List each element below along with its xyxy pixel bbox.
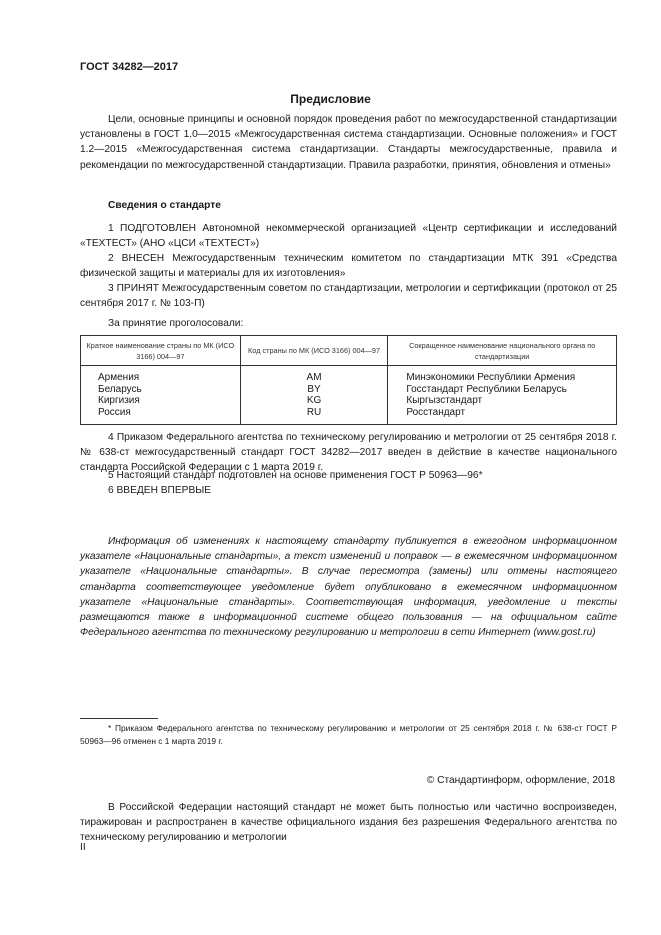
- footnote: * Приказом Федерального агентства по техническому регулированию и метрологии от 25 сентября 2018 г. № 638-ст ГОСТ Р 50963—96 отменен с 1 марта 2019 г.: [80, 723, 617, 746]
- vote-intro: За принятие проголосовали:: [108, 318, 244, 329]
- code-cell: KG: [240, 395, 388, 407]
- body-cell: Росстандарт: [388, 407, 617, 425]
- preface-paragraph: Цели, основные принципы и основной порядок проведения работ по межгосударственной стандартизации установлены в ГОСТ 1.0—2015 «Межгосударственная система стандартизации. Основные положения» и ГОСТ 1.2—2015 «Межгосударственная система стандартизации. Стандарты межгосударственные, правила и рекомендации по межгосударственной стандартизации. Правила разработки, принятия, обновления и отмены»: [80, 114, 617, 171]
- item-5: 5 Настоящий стандарт подготовлен на основе применения ГОСТ Р 50963—96*: [108, 470, 483, 481]
- footnote-divider: [80, 718, 158, 719]
- column-header-country: Краткое наименование страны по МК (ИСО 3166) 004—97: [81, 336, 241, 366]
- document-header: ГОСТ 34282—2017: [80, 61, 179, 73]
- country-cell: Россия: [81, 407, 241, 425]
- item-2: 2 ВНЕСЕН Межгосударственным техническим комитетом по стандартизации МТК 391 «Средства физической защиты и материалы для их изготовления»: [80, 253, 617, 280]
- table-row: [81, 395, 617, 407]
- page-number: II: [80, 842, 86, 853]
- table-header-row: [81, 336, 617, 366]
- column-header-code: Код страны по МК (ИСО 3166) 004—97: [240, 336, 388, 366]
- country-cell: Киргизия: [81, 395, 241, 407]
- item-1: 1 ПОДГОТОВЛЕН Автономной некоммерческой организацией «Центр сертификации и исследований «ТЕХТЕСТ» (АНО «ЦСИ «ТЕХТЕСТ»): [80, 223, 617, 250]
- page-title: Предисловие: [290, 92, 371, 106]
- item-4: 4 Приказом Федерального агентства по техническому регулированию и метрологии от 25 сентября 2018 г. № 638-ст межгосударственный стандарт ГОСТ 34282—2017 введен в действие в качестве национального стандарта Российской Федерации с 1 марта 2019 г.: [80, 432, 617, 474]
- code-cell: RU: [240, 407, 388, 425]
- body-cell: Кыргызстандарт: [388, 395, 617, 407]
- legal-notice: В Российской Федерации настоящий стандарт не может быть полностью или частично воспроизведен, тиражирован и распространен в качестве официального издания без разрешения Федерального агентства по техническому регулированию и метрологии: [80, 802, 617, 844]
- column-header-body: Сокращенное наименование национального органа по стандартизации: [388, 336, 617, 366]
- code-cell: BY: [240, 384, 388, 396]
- voting-table: [80, 335, 617, 425]
- section-subtitle: Сведения о стандарте: [108, 200, 221, 211]
- table-row: [81, 384, 617, 396]
- body-cell: Госстандарт Республики Беларусь: [388, 384, 617, 396]
- country-cell: Армения: [81, 366, 241, 384]
- body-cell: Минэкономики Республики Армения: [388, 366, 617, 384]
- item-6: 6 ВВЕДЕН ВПЕРВЫЕ: [108, 485, 212, 496]
- info-paragraph: Информация об изменениях к настоящему стандарту публикуется в ежегодном информационном указателе «Национальные стандарты», а текст изменений и поправок — в ежемесячном информационном указателе «Национальные стандарты». В случае пересмотра (замены) или отмены настоящего стандарта соответствующее уведомление будет опубликовано в ежемесячном информационном указателе «Национальные стандарты». Соответствующая информация, уведомление и тексты размещаются также в информационной системе общего пользования — на официальном сайте Федерального агентства по техническому регулированию и метрологии в сети Интернет (www.gost.ru): [80, 536, 617, 639]
- table-row: [81, 407, 617, 425]
- copyright-notice: © Стандартинформ, оформление, 2018: [426, 775, 615, 786]
- country-cell: Беларусь: [81, 384, 241, 396]
- table-row: [81, 366, 617, 384]
- item-3: 3 ПРИНЯТ Межгосударственным советом по стандартизации, метрологии и сертификации (протокол от 25 сентября 2017 г. № 103-П): [80, 283, 617, 310]
- code-cell: AM: [240, 366, 388, 384]
